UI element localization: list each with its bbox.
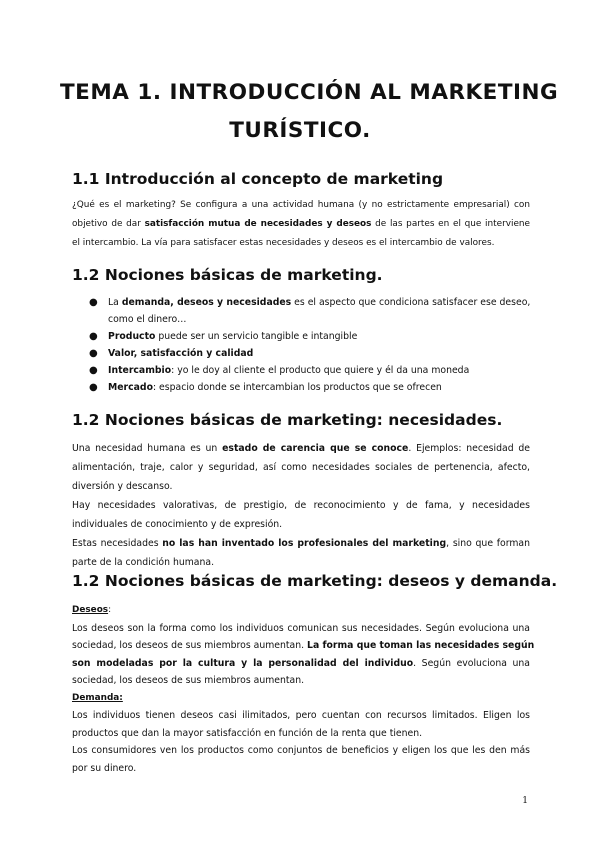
text-line: sociedad, los deseos de sus miembros aumentan. <box>72 675 305 686</box>
text-run: sociedad, los deseos de sus miembros aumentan. <box>72 640 308 651</box>
text-line: productos que dan la mayor satisfacción en función de la renta que tienen. <box>72 727 423 739</box>
text-line <box>72 655 530 673</box>
text-line: Los consumidores ven los productos como conjuntos de beneficios y eligen los que les den más <box>72 745 530 756</box>
text-line: Los deseos son la forma como los individuos comunican sus necesidades. Según evoluciona una <box>72 622 530 634</box>
bold-run: Mercado <box>108 382 153 393</box>
section-1-1-paragraph <box>72 196 530 253</box>
text-run: : <box>108 605 112 615</box>
bullet-icon: ● <box>89 365 98 376</box>
page-number: 1 <box>522 796 528 806</box>
text-line: alimentación, traje, calor y seguridad, así como necesidades sociales de pertenencia, afecto, <box>72 462 530 473</box>
text-line <box>72 215 530 234</box>
text-line: por su dinero. <box>72 762 137 774</box>
list-item <box>72 345 530 362</box>
text-line: diversión y descanso. <box>72 481 173 492</box>
text-run: . Según evoluciona una <box>413 657 530 669</box>
document-title <box>60 74 559 150</box>
bold-run: satisfacción mutua de necesidades y deseos <box>144 219 372 229</box>
text-line <box>72 534 530 553</box>
text-run: puede ser un servicio tangible e intangible <box>155 331 358 342</box>
bullet-icon: ● <box>89 331 98 342</box>
section-heading-deseos-demanda: 1.2 Nociones básicas de marketing: deseos y demanda. <box>72 572 558 590</box>
bold-run: Intercambio <box>108 365 172 376</box>
text-line: parte de la condición humana. <box>72 557 215 568</box>
title-line-1: TEMA 1. INTRODUCCIÓN AL MARKETING <box>60 80 559 105</box>
subheading-deseos: Deseos <box>72 605 109 615</box>
section-heading-1-2: 1.2 Nociones básicas de marketing. <box>72 266 383 284</box>
bold-run: demanda, deseos y necesidades <box>121 297 292 308</box>
text-run: objetivo de dar <box>72 219 145 229</box>
text-run: es el aspecto que condiciona satisfacer ese deseo, <box>291 297 531 308</box>
bold-run: Valor, satisfacción y calidad <box>108 348 254 359</box>
text-line: Los individuos tienen deseos casi ilimitados, pero cuentan con recursos limitados. Eligen los <box>72 710 530 721</box>
text-line <box>72 690 530 708</box>
bullet-icon: ● <box>89 297 98 308</box>
bullet-icon: ● <box>89 348 98 359</box>
text-run: : espacio donde se intercambian los productos que se ofrecen <box>152 382 442 393</box>
section-deseos-demanda-paragraph <box>72 602 535 777</box>
bold-run: La forma que toman las necesidades según <box>307 640 535 651</box>
text-run: como el dinero… <box>108 314 187 325</box>
text-run: Una necesidad humana es un <box>72 443 223 454</box>
title-line-2: TURÍSTICO. <box>229 118 371 143</box>
text-line: Hay necesidades valorativas, de prestigio, de reconocimiento y de fama, y necesidades <box>72 500 530 511</box>
text-line <box>72 637 535 655</box>
bullet-icon: ● <box>89 382 98 393</box>
text-run: . Ejemplos: necesidad de <box>408 443 530 454</box>
bold-run: estado de carencia que se conoce <box>222 443 409 454</box>
list-item <box>72 294 530 328</box>
text-run: Estas necesidades <box>72 538 163 549</box>
text-run: La <box>108 297 122 308</box>
text-line <box>72 439 530 458</box>
text-run: , sino que forman <box>446 538 531 549</box>
text-line: el intercambio. La vía para satisfacer estas necesidades y deseos es el intercambio de valores. <box>72 238 495 248</box>
text-line: individuales de conocimiento y de expresión. <box>72 519 283 530</box>
list-item <box>72 362 530 379</box>
text-run: de las partes en el que interviene <box>371 219 530 229</box>
bold-run: no las han inventado los profesionales del marketing <box>162 538 447 549</box>
text-line: ¿Qué es el marketing? Se configura a una actividad humana (y no estrictamente empresarial) con <box>72 200 530 210</box>
section-heading-1-1: 1.1 Introducción al concepto de marketing <box>72 170 444 188</box>
bold-run: Producto <box>108 331 156 342</box>
subheading-demanda: Demanda: <box>72 692 123 703</box>
list-item <box>72 328 530 345</box>
list-item <box>72 379 530 396</box>
bold-run: son modeladas por la cultura y la personalidad del individuo <box>72 657 414 669</box>
text-line <box>72 602 530 620</box>
text-run: : yo le doy al cliente el producto que quiere y él da una moneda <box>171 365 470 376</box>
section-heading-necesidades: 1.2 Nociones básicas de marketing: necesidades. <box>72 411 503 429</box>
bullet-list <box>72 294 530 396</box>
section-necesidades-paragraph <box>72 439 530 572</box>
